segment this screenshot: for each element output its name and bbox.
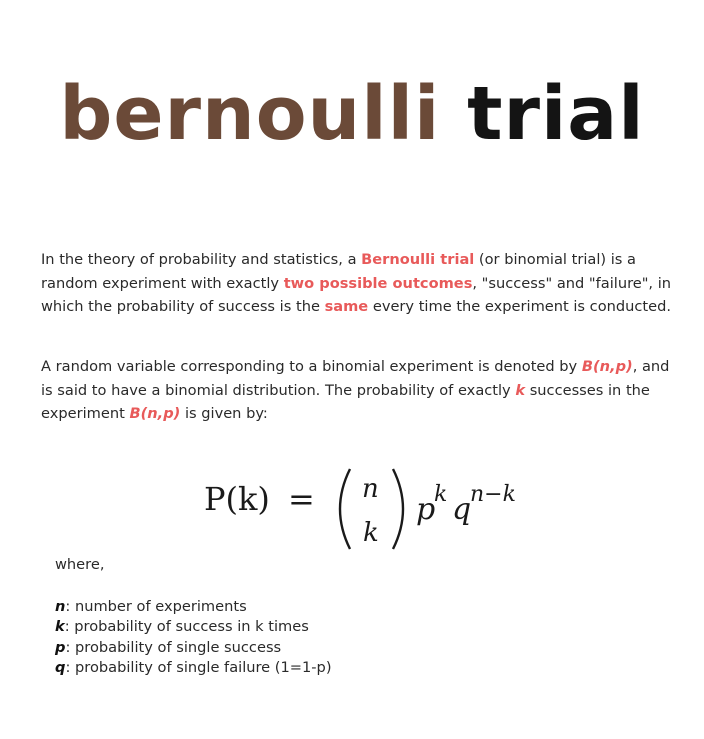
definition-symbol: q [55, 659, 66, 677]
distribution-paragraph [41, 355, 681, 426]
formula-equals: = [288, 480, 315, 518]
p1-text-1: In the theory of probability and statistics, a [41, 251, 362, 268]
highlight-k: k [515, 381, 526, 399]
definition-item [55, 638, 332, 658]
p2-text-2: , and is said to have a binomial distribution. The probability of exactly [41, 358, 670, 399]
highlight-bnp-2: B(n,p) [129, 405, 181, 423]
p2-text-1: A random variable corresponding to a binomial experiment is denoted by [41, 358, 582, 375]
p1-text-4: every time the experiment is conducted. [368, 298, 672, 316]
highlight-same: same [324, 298, 369, 316]
definition-item [55, 658, 332, 678]
formula-q-exponent: n−k [470, 482, 516, 507]
title-word-bernoulli: bernoulli [59, 71, 441, 157]
definition-symbol: k [55, 618, 65, 636]
highlight-bernoulli-trial: Bernoulli trial [361, 251, 475, 268]
p1-text-2: (or binomial trial) is a random experiment with exactly [41, 251, 636, 292]
formula-graphic [200, 463, 540, 555]
formula-lhs: P(k) [204, 480, 270, 518]
definition-text: : number of experiments [65, 598, 247, 615]
highlight-bnp-1: B(n,p) [581, 358, 633, 375]
formula-p: p [416, 492, 436, 527]
formula-q: q [452, 492, 472, 527]
definition-text: : probability of success in k times [64, 618, 309, 636]
definition-text: : probability of single success [65, 638, 282, 656]
binom-left-paren [340, 469, 350, 549]
definitions-list [55, 597, 332, 679]
binom-bottom: k [363, 518, 379, 548]
formula-p-exponent: k [434, 482, 448, 507]
page-title [0, 70, 704, 159]
definition-text: : probability of single failure (1=1-p) [65, 659, 332, 677]
definition-symbol: n [55, 598, 66, 615]
p2-text-3: successes in the experiment [41, 381, 650, 423]
title-word-trial: trial [467, 71, 645, 157]
p1-text-3: , "success" and "failure", in which the probability of success is the [41, 274, 672, 316]
highlight-two-outcomes: two possible outcomes [283, 274, 473, 292]
definition-item [55, 617, 332, 637]
intro-paragraph [41, 248, 681, 319]
binomial-formula [200, 463, 540, 559]
p2-text-4: is given by: [180, 405, 268, 423]
definition-item [55, 597, 332, 617]
where-label: where, [55, 556, 105, 573]
binom-right-paren [393, 469, 403, 549]
definition-symbol: p [55, 638, 66, 656]
binom-top: n [362, 474, 379, 504]
